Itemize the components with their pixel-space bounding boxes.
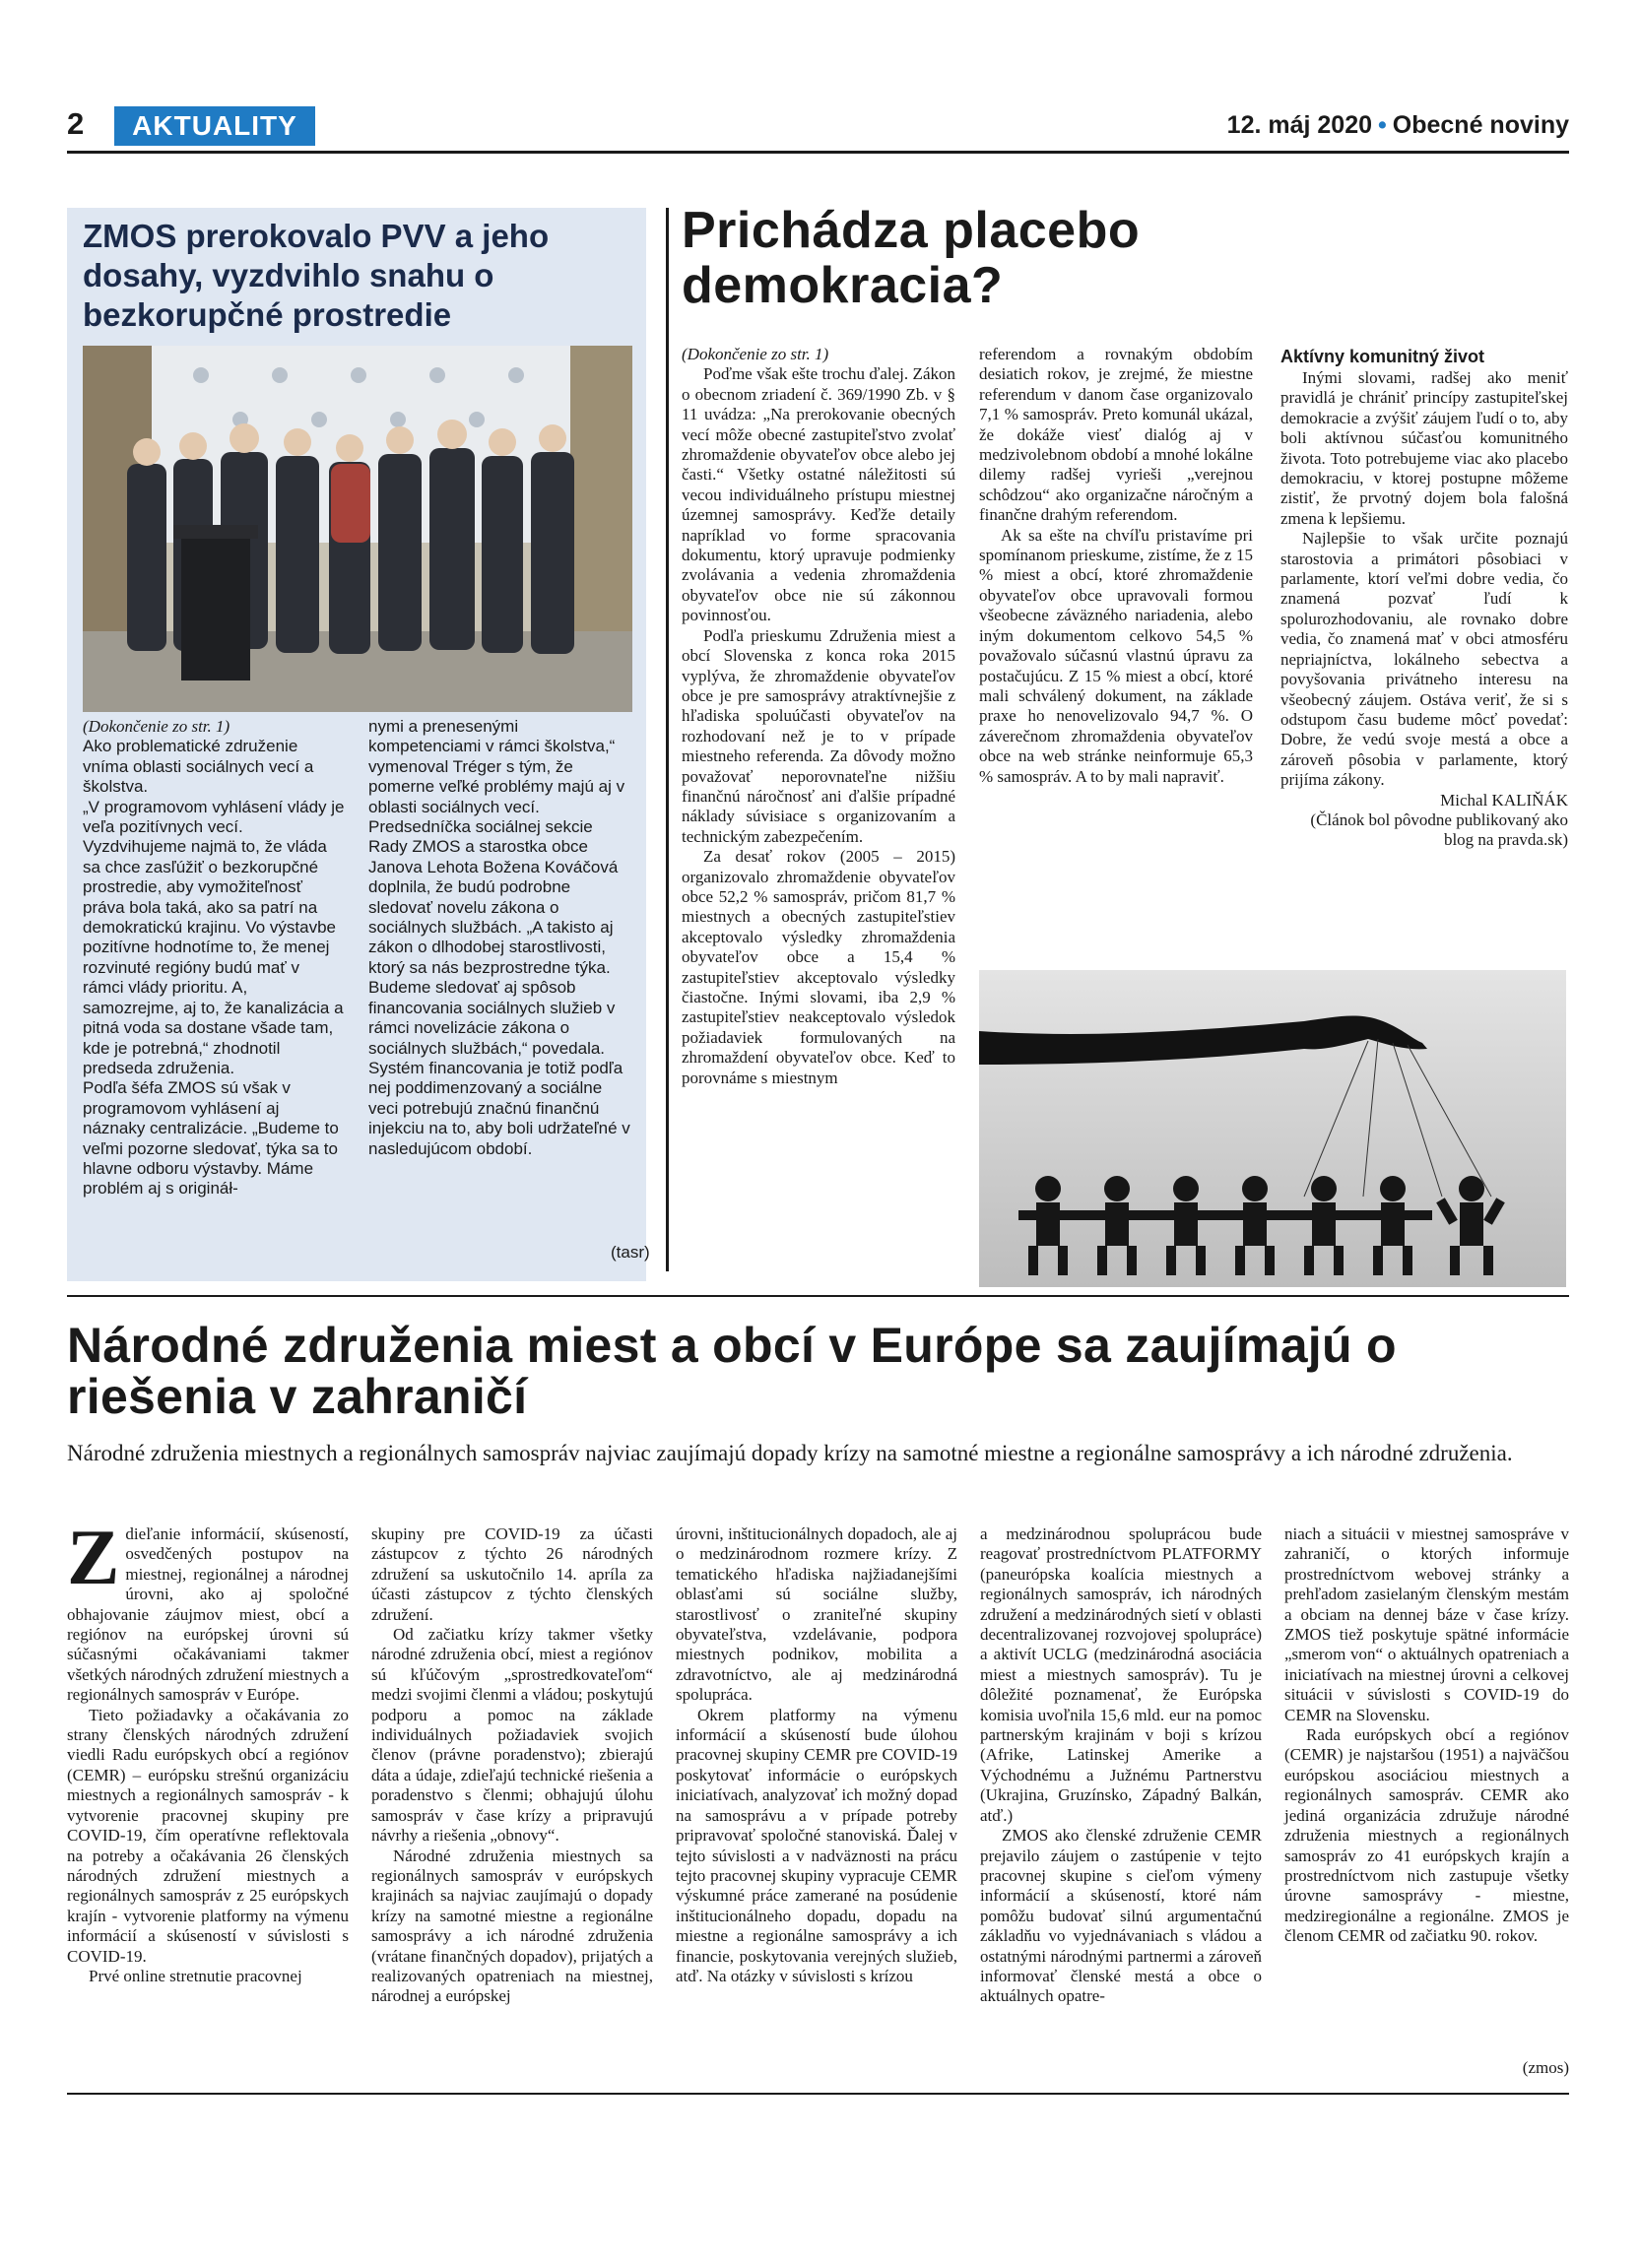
paragraph: ZMOS ako členské združenie CEMR prejavilo záujem o zastúpenie v tejto pracovnej skupine s cieľom výmeny informácií a skúseností, ktoré nám pomôžu budovať silnú argumentačnú základňu vo vyjednávaniach s vládou a ostatnými národnými partnermi a zároveň informovať členské mestá a obce o aktuálnych opatre- [980,1826,1262,2006]
footer-rule [67,2093,1569,2095]
separator-dot: • [1378,111,1387,139]
header-rule [67,151,1569,154]
narodne-article-credit: (zmos) [1522,2058,1569,2077]
placebo-col3 [1280,347,1568,851]
placebo-article-title: Prichádza placebo demokracia? [682,202,1141,314]
paragraph: Za desať rokov (2005 – 2015) organizovalo zhromaždenie obyvateľov obce 52,2 % samospráv, pričom 81,7 % miestnych a obecných zastupiteľstiev akceptovalo výsledky zhromaždenia obyvateľov obce a 15,4 % zastupiteľstiev akceptovalo výsledky čiastočne. Inými slovami, iba 2,9 % zastupiteľstiev neakceptovalo výsledok požiadaviek formulovaných na zhromaždení obyvateľov obce. Keď to porovnáme s miestnym [682,847,955,1087]
paragraph: a medzinárodnou spoluprácou bude reagovať prostredníctvom PLATFORMY (paneurópska koalícia miestnych a regionálnych samospráv, ich národných združení a medzinárodných sietí v oblasti decentralizovanej rozvojovej spolupráce) a aktivít UCLG (medzinárodná asociácia miest a miestnych samospráv). Tu je dôležité poznamenať, že Európska komisia uvoľnila 15,6 mld. eur na pomoc partnerským krajinám v boji s krízou (Afrike, Latinskej Amerike a Východnému a Južnému Partnerstvu (Ukrajina, Gruzínsko, Západný Balkán, atď.) [980,1524,1262,1825]
continued-note: (Dokončenie zo str. 1) [83,717,230,736]
author-name: Michal KALIŇÁK [1440,790,1568,810]
paragraph: Predsedníčka sociálnej sekcie Rady ZMOS a starostka obce Janova Lehota Božena Kováčová doplnila, že budú podrobne sledovať novelu zákona o sociálnych službách. „A takisto aj zákon o dlhodobej starostlivosti, ktorý sa nás bezprostredne týka. Budeme sledovať aj spôsob financovania sociálnych služieb v rámci novelizácie zákona o sociálnych službách,“ povedala. Systém financovania je totiž podľa nej poddimenzovaný a sociálne veci potrebujú značnú finančnú injekciu na to, aby boli udržateľné v nasledujúcom období. [368,817,630,1158]
narodne-col1 [67,1515,349,1986]
section-rule [67,1295,1569,1297]
paragraph: Podľa šéfa ZMOS sú však v programovom vyhlásení aj náznaky centralizácie. „Budeme to veľmi pozorne sledovať, týka sa to hlavne odboru výstavby. Máme problém aj s origináł- [83,1078,339,1199]
paragraph: skupiny pre COVID-19 za účasti zástupcov z týchto 26 národných združení sa uskutočnilo 14. apríla za účasti zástupcov z týchto členských združení. [371,1524,653,1624]
zmos-article-col1 [83,717,345,1199]
paragraph: Od začiatku krízy takmer všetky národné združenia obcí, miest a regiónov sú kľúčovým „sprostredkovateľom“ medzi svojimi členmi a vládou; poskytujú podporu a pomoc na základe individuálnych požiadaviek svojich členov (právne poradenstvo); zbierajú dáta a údaje, zdieľajú technické riešenia a poradenstvo s členmi; obhajujú úlohu samospráv v čase krízy a pripravujú návrhy a riešenia „obnovy“. [371,1625,653,1846]
narodne-col3 [676,1524,957,1986]
paragraph: niach a situácii v miestnej samospráve v zahraničí, o ktorých informuje prostredníctvom webovej stránky a prehľadom zasielaným členským mestám a obciam na dennej báze v čase krízy. ZMOS tiež poskytuje spätné informácie „smerom von“ o aktuálnych opatreniach a iniciatívach na miestnej úrovni a celkovej situácii v súvislosti s COVID-19 do CEMR na Slovensku. [1284,1524,1569,1724]
paragraph: Inými slovami, radšej ako meniť pravidlá je chrániť princípy zastupiteľskej demokracie a zvýšiť záujem ľudí o to, aby boli aktívnou súčasťou komunitného života. Toto potrebujeme viac ako placebo demokraciu, v ktorej postupne môžeme zistiť, že prvotný dojem bola falošná zmena k lepšiemu. [1280,368,1568,528]
placebo-col2 [979,345,1253,787]
press-conference-illustration [83,346,632,712]
column-divider [666,208,669,1271]
paragraph: úrovni, inštitucionálnych dopadoch, ale aj o medzinárodnom rozmere krízy. Z tematického hľadiska najžiadanejšími oblasťami sú sociálne služby, starostlivosť o zraniteľné skupiny obyvateľstva, vzdelávanie, podpora miestnych podnikov, mobilita a zdravotníctvo, ale aj medzinárodná spolupráca. [676,1524,957,1705]
narodne-article-lead: Národné združenia miestnych a regionálnych samospráv najviac zaujímajú dopady krízy na samotné miestne a regionálne samosprávy a ich národné združenia. [67,1441,1513,1465]
zmos-article-col2 [368,717,634,1159]
puppet-strings-image [979,970,1566,1287]
press-conference-photo [83,346,632,712]
paragraph: nymi a prenesenými kompetenciami v rámci školstva,“ vymenoval Tréger s tým, že pomerne veľké problémy majú aj v oblasti sociálnych vecí. [368,717,625,816]
zmos-article-credit: (tasr) [611,1243,650,1262]
continued-note: (Dokončenie zo str. 1) [682,345,829,363]
paragraph: Podľa prieskumu Združenia miest a obcí Slovenska z konca roka 2015 vyplýva, že zhromaždenie obyvateľov obce je pre samosprávy atraktívnejšie z hľadiska spoluúčasti obyvateľov na rozhodovaní než je to v prípade miestneho referenda. Za dôvody možno považovať neporovnateľne nižšiu finančnú náročnosť ani ďalšie prípadné náklady súvisiace s organizovaním a technickým zabezpečením. [682,625,955,846]
paragraph: Najlepšie to však určite poznajú starostovia a primátori pôsobiaci v parlamente, ktorí veľmi dobre vedia, čo znamená pozvať ľudí k spolurozhodovaniu, ale rovnako dobre vedia, čo znamená mať v obci atmosféru nepriajníctva, lokálneho sebectva a povyšovania privátneho interesu na všeobecný záujem. Ostáva veriť, že si s odstupom času budeme môcť povedať: Dobre, že vedú svoje mestá a obce a zároveň pôsobia v parlamente, ktorý prijíma zákony. [1280,529,1568,790]
paragraph: Okrem platformy na výmenu informácií a skúseností bude úlohou pracovnej skupiny CEMR pre COVID-19 poskytovať informácie o európskych iniciatívach, analyzovať ich možný dopad na samosprávu a v prípade potreby pripravovať spoločné stanoviská. Ďalej v tejto súvislosti a v nadväznosti na prácu tejto pracovnej skupiny vypracuje CEMR výskumné práce zamerané na posúdenie inštitucionálneho dopadu, dopadu na miestne a regionálne samosprávy a ich financie, poskytovania verejných služieb, atď. Na otázky v súvislosti s krízou [676,1705,957,1985]
issue-date: 12. máj 2020 [1226,111,1373,139]
paragraph: Ak sa ešte na chvíľu pristavíme pri spomínanom prieskume, zistíme, že z 15 % miest a obcí, ktoré zhromaždenie obyvateľov obce upravovali formou všeobecne záväzného nariadenia, alebo iným dokumentom celkovo 54,5 % považovalo súčasnú vlastnú úpravu za postačujúcu. Z 15 % miest a obcí, ktoré mali schválený dokument, na základe praxe ho nenovelizovalo 94,7 %. O záverečnom zhromaždenia obyvateľov obce na web stránke neinformuje 65,3 % samospráv. A to by mali napraviť. [979,525,1253,786]
narodne-col5 [1284,1524,1569,1947]
page-number: 2 [67,106,85,141]
section-label: AKTUALITY [114,106,315,146]
narodne-article-title: Národné združenia miest a obcí v Európe sa zaujímajú o riešenia v zahraničí [67,1318,1397,1424]
paragraph: Rada európskych obcí a regiónov (CEMR) je najstaršou (1951) a najväčšou európskou asociáciou miestnych a regionálnych samospráv. CEMR ako jediná organizácia združuje národné združenia miestnych a regionálnych samospráv zo 41 európskych krajín a prostredníctvom nich zastupuje všetky úrovne samosprávy - miestne, medziregionálne a regionálne. ZMOS je členom CEMR od začiatku 90. rokov. [1284,1725,1569,1946]
publication-name: Obecné noviny [1392,111,1569,139]
author-note: (Článok bol pôvodne publikovaný ako blog na pravda.sk) [1310,810,1568,850]
paragraph: „V programovom vyhlásení vlády je veľa pozitívnych vecí. Vyzdvihujeme najmä to, že vláda sa chce zasľúžiť o bezkorupčné prostredie, aby vymožiteľnosť práva bola taká, ako sa patrí na demokratickú krajinu. Vo výstavbe pozitívne hodnotíme to, že menej rozvinuté regióny budú mať v rámci vlády prioritu. A, samozrejme, aj to, že kanalizácia a pitná voda sa dostane všade tam, kde je potrebná,“ zhodnotil predseda združenia. [83,797,345,1077]
subhead: Aktívny komunitný život [1280,347,1485,366]
masthead-right [1227,111,1569,140]
placebo-col1 [682,345,955,1088]
paragraph: Národné združenia miestnych sa regionálnych samospráv v európskych krajinách sa najviac zaujímajú o dopady krízy na samotné miestne a regionálne samosprávy a ich národné združenia (vrátane finančných dopadov), prijatých a realizovaných opatreniach na miestnej, národnej a európskej [371,1846,653,2006]
paragraph: Ako problematické združenie vníma oblasti sociálnych vecí a školstva. [83,737,314,797]
narodne-col4 [980,1524,1262,2007]
paragraph: Prvé online stretnutie pracovnej [89,1966,302,1985]
paragraph: Poďme však ešte trochu ďalej. Zákon o obecnom zriadení č. 369/1990 Zb. v § 11 uvádza: „Na prerokovanie obecných vecí môže obecné zastupiteľstvo zvolať zhromaždenie obyvateľov obce alebo jej časti.“ Všetky ostatné náležitosti sú vecou individuálneho prístupu miestnej územnej samosprávy. Keďže detaily napríklad vo forme spracovania dokumentu, ktorý upravuje podmienky zvolávania a vedenia zhromaždenia obyvateľov obce nie sú zákonnou povinnosťou. [682,364,955,625]
puppet-strings-illustration [979,970,1566,1287]
paragraph: referendom a rovnakým obdobím desiatich rokov, je zrejmé, že miestne referendum v danom čase organizovalo 7,1 % samospráv. Preto komunál ukázal, že dokáže viesť dialóg aj v medzivolebnom období a mnohé lokálne dilemy radšej vyrieši „verejnou schôdzou“ ako organizačne náročným a finančne drahým referendom. [979,345,1253,525]
paragraph: Tieto požiadavky a očakávania zo strany členských národných združení viedli Radu európskych obcí a regiónov (CEMR) – európsku strešnú organizáciu miestnych a regionálnych samospráv - k vytvorenie pracovnej skupiny pre COVID-19, čím operatívne reflektovala na potreby a očakávania 26 členských národných združení miestnych a regionálnych samospráv z 25 európskych krajín - vytvorenie platformy na výmenu informácií a skúseností v súvislosti s COVID-19. [67,1705,349,1966]
paragraph: dieľanie informácií, skúseností, osvedčených postupov na miestnej, regionálnej a národnej úrovni, ako aj spoločné obhajovanie záujmov miest, obcí a regiónov na európskej úrovni sú súčasnými očakávaniami takmer všetkých národných združení miestnych a regionálnych samospráv v Európe. [67,1524,349,1705]
narodne-col2 [371,1524,653,2007]
drop-cap: Z [67,1515,120,1601]
zmos-article-title: ZMOS prerokovalo PVV a jeho dosahy, vyzdvihlo snahu o bezkorupčné prostredie [83,218,550,333]
